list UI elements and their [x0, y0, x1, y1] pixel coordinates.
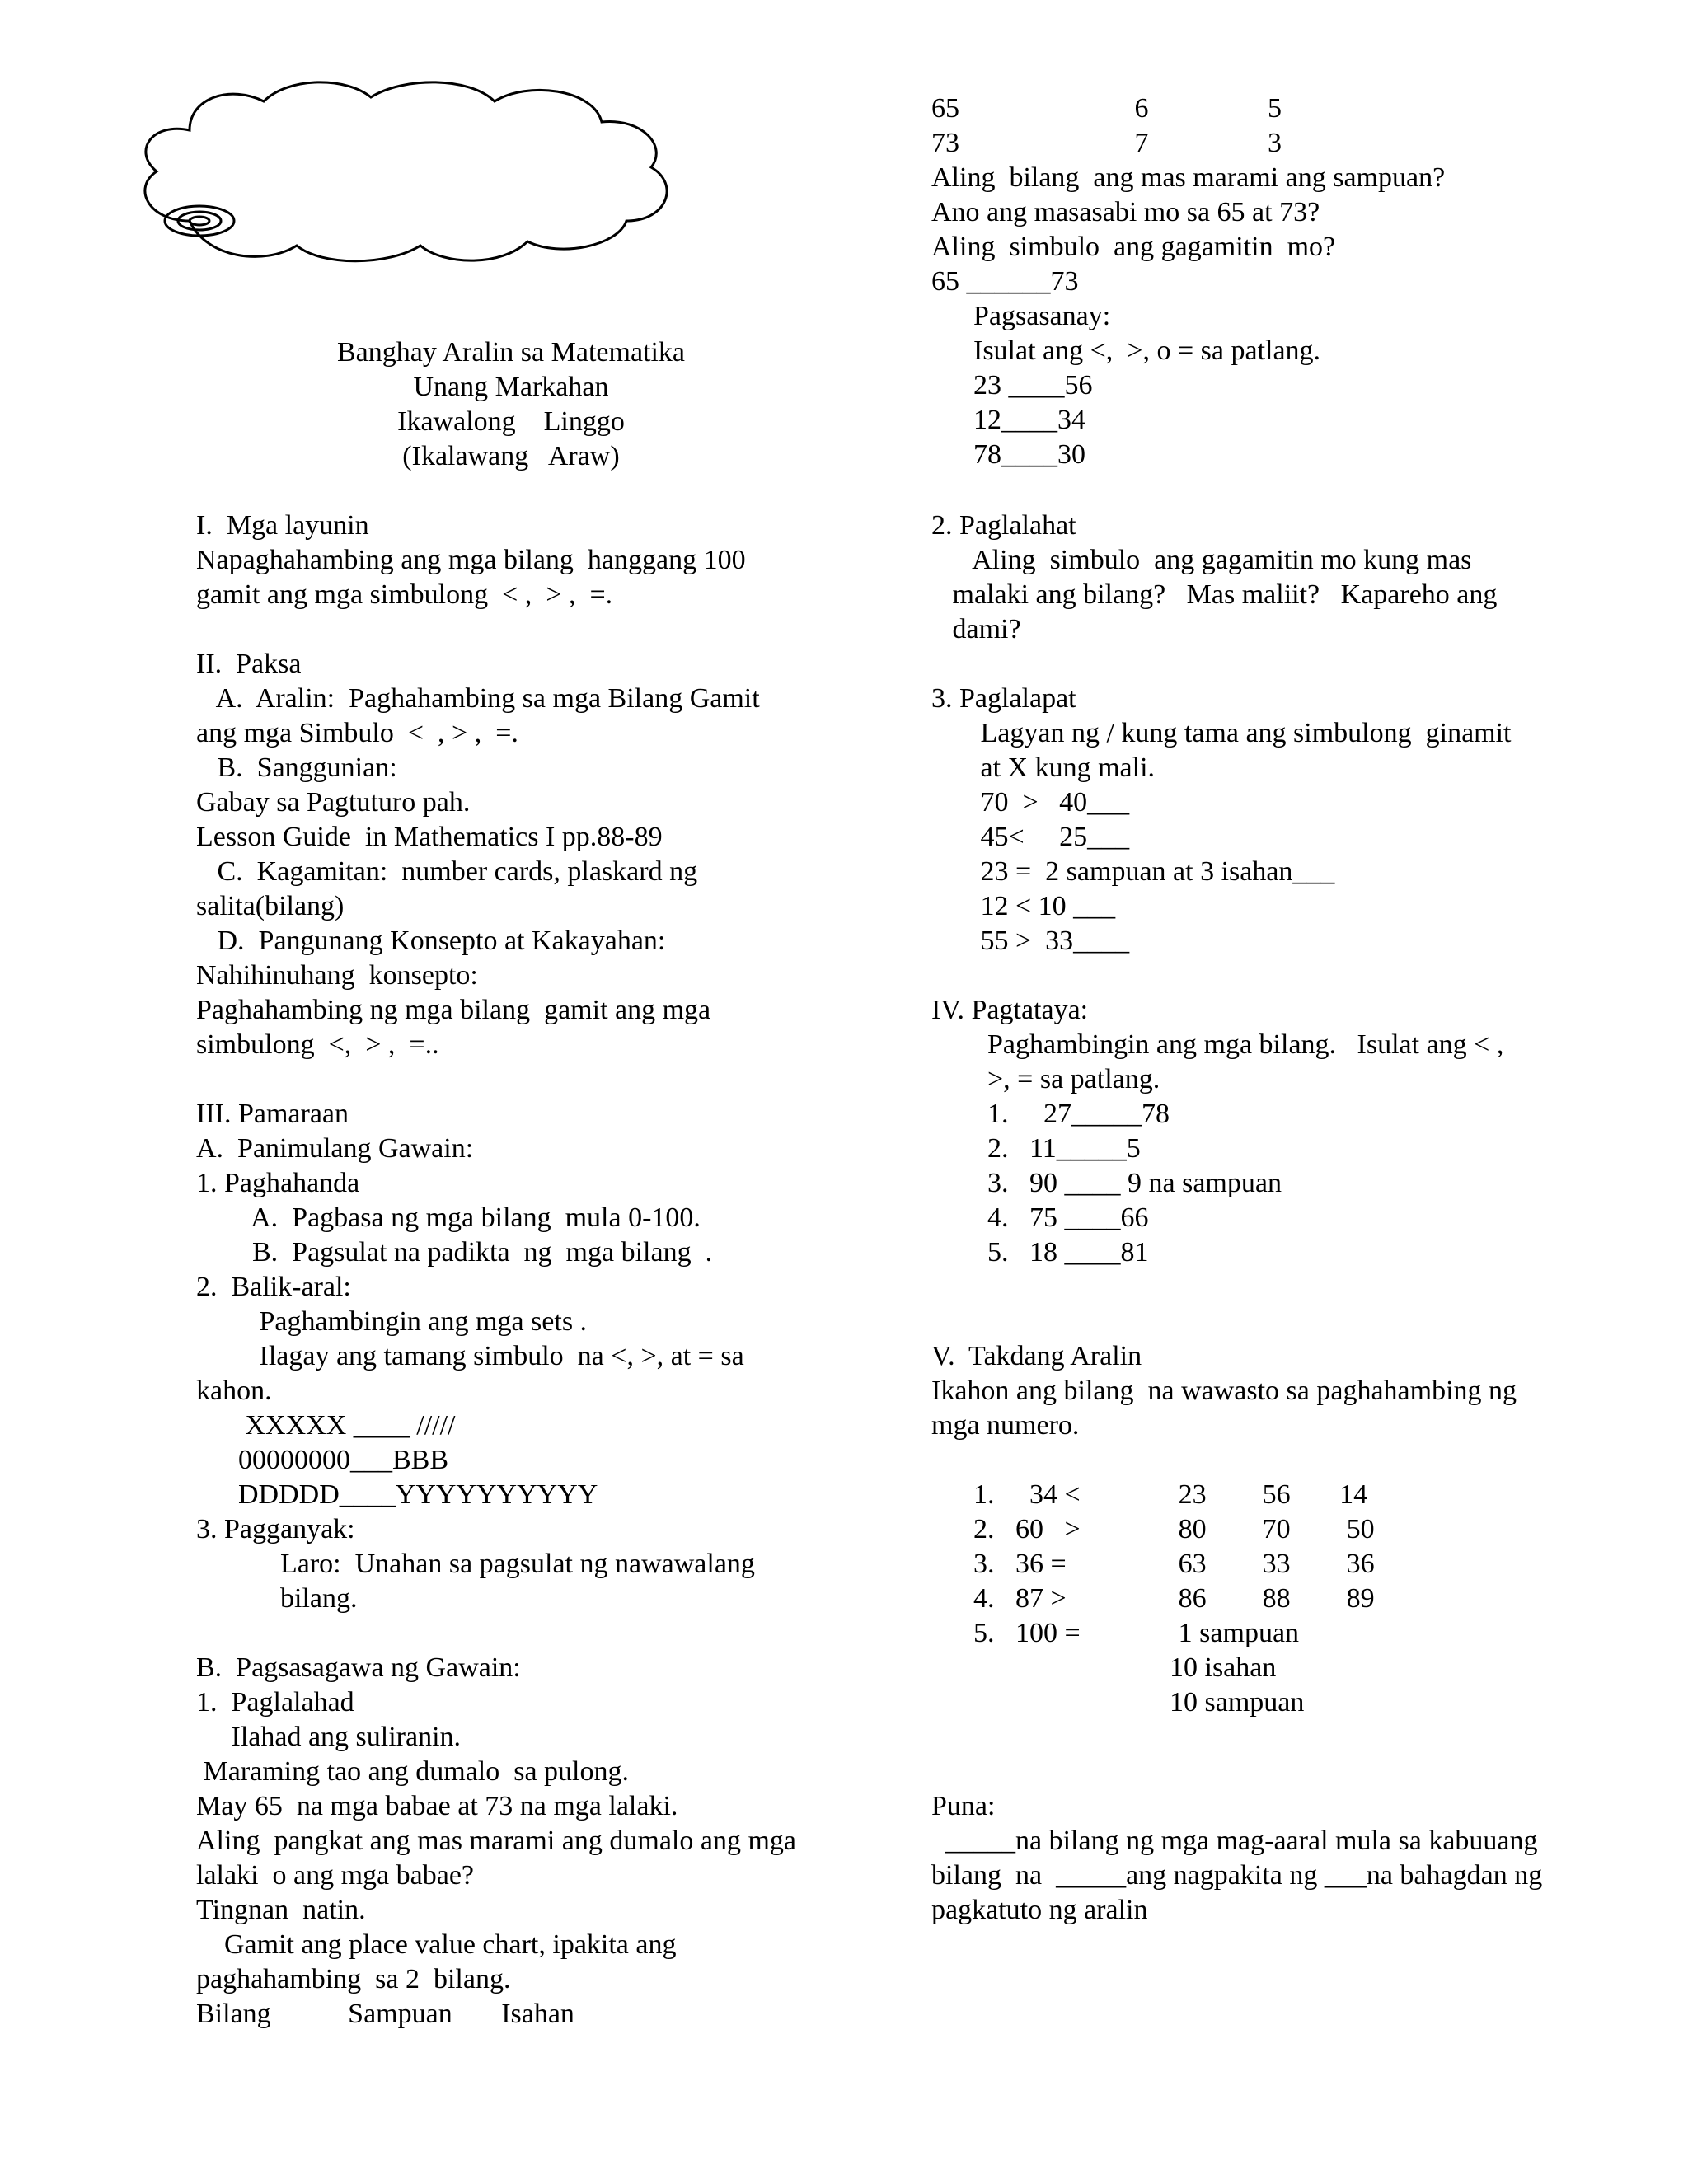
- text-line: A. Aralin: Paghahambing sa mga Bilang Gamit: [196, 683, 760, 714]
- text-line: Paghambingin ang mga sets .: [196, 1306, 588, 1337]
- text-line: _____na bilang ng mga mag-aaral mula sa kabuuang: [931, 1825, 1538, 1856]
- text-line: 23 = 2 sampuan at 3 isahan___: [931, 856, 1335, 887]
- header-quarter: Unang Markahan: [413, 372, 609, 402]
- text-line: Paghambingin ang mga bilang. Isulat ang < ,: [931, 1029, 1504, 1060]
- text-line: 5. 18 ____81: [931, 1237, 1149, 1268]
- text-line: Isulat ang <, >, o = sa patlang.: [931, 335, 1321, 366]
- text-line: Lagyan ng / kung tama ang simbulong ginamit: [931, 718, 1512, 748]
- text-line: 2. 60 > 80 70 50: [931, 1514, 1375, 1544]
- text-line: Lesson Guide in Mathematics I pp.88-89: [196, 822, 663, 852]
- text-line: B. Sanggunian:: [196, 752, 397, 783]
- text-line: 2. 11_____5: [931, 1133, 1141, 1164]
- text-line: Tingnan natin.: [196, 1895, 366, 1925]
- text-line: 12 < 10 ___: [931, 891, 1116, 921]
- text-line: 3. 36 = 63 33 36: [931, 1549, 1375, 1579]
- text-line: DDDDD____YYYYYYYYYY: [196, 1479, 598, 1510]
- text-line: 73 7 3: [931, 128, 1282, 158]
- text-line: B. Pagsulat na padikta ng mga bilang .: [196, 1237, 713, 1268]
- text-line: 70 > 40___: [931, 787, 1130, 818]
- cloud-scroll-inner: [190, 217, 209, 225]
- text-line: 3. Paglalapat: [931, 683, 1076, 714]
- text-line: II. Paksa: [196, 649, 302, 679]
- text-line: ang mga Simbulo < , > , =.: [196, 718, 518, 748]
- text-line: I. Mga layunin: [196, 510, 369, 541]
- text-line: Napaghahambing ang mga bilang hanggang 100: [196, 545, 746, 575]
- text-line: at X kung mali.: [931, 752, 1156, 783]
- text-line: 3. 90 ____ 9 na sampuan: [931, 1168, 1282, 1198]
- text-line: 1. 27_____78: [931, 1099, 1170, 1129]
- text-line: Gabay sa Pagtuturo pah.: [196, 787, 471, 818]
- text-line: 10 isahan: [931, 1652, 1277, 1683]
- text-line: Maraming tao ang dumalo sa pulong.: [196, 1756, 630, 1787]
- text-line: A. Pagbasa ng mga bilang mula 0-100.: [196, 1202, 701, 1233]
- text-line: Puna:: [931, 1791, 996, 1821]
- text-line: A. Panimulang Gawain:: [196, 1133, 474, 1164]
- text-line: Bilang Sampuan Isahan: [196, 1999, 574, 2029]
- text-line: Ano ang masasabi mo sa 65 at 73?: [931, 197, 1320, 227]
- text-line: Aling simbulo ang gagamitin mo kung mas: [931, 545, 1472, 575]
- text-line: kahon.: [196, 1376, 272, 1406]
- text-line: 00000000___BBB: [196, 1445, 449, 1475]
- text-line: 1. Paglalahad: [196, 1687, 354, 1718]
- text-line: 55 > 33____: [931, 926, 1130, 956]
- text-line: 65 ______73: [931, 266, 1079, 297]
- text-line: 4. 87 > 86 88 89: [931, 1583, 1375, 1614]
- text-line: B. Pagsasagawa ng Gawain:: [196, 1652, 521, 1683]
- text-line: D. Pangunang Konsepto at Kakayahan:: [196, 926, 666, 956]
- text-line: Ilahad ang suliranin.: [196, 1722, 462, 1752]
- text-line: dami?: [931, 614, 1021, 644]
- text-line: gamit ang mga simbulong < , > , =.: [196, 579, 613, 610]
- text-line: 3. Pagganyak:: [196, 1514, 355, 1544]
- text-line: pagkatuto ng aralin: [931, 1895, 1148, 1925]
- header-day: (Ikalawang Araw): [402, 441, 620, 471]
- text-line: >, = sa patlang.: [931, 1064, 1160, 1094]
- text-line: 45< 25___: [931, 822, 1130, 852]
- header-title: Banghay Aralin sa Matematika: [336, 337, 686, 368]
- text-line: Gamit ang place value chart, ipakita ang: [196, 1929, 677, 1960]
- text-line: simbulong <, > , =..: [196, 1029, 439, 1060]
- text-line: 2. Balik-aral:: [196, 1272, 351, 1302]
- text-line: mga numero.: [931, 1410, 1080, 1441]
- text-line: IV. Pagtataya:: [931, 995, 1089, 1025]
- text-line: C. Kagamitan: number cards, plaskard ng: [196, 856, 698, 887]
- text-line: 5. 100 = 1 sampuan: [931, 1618, 1300, 1648]
- text-line: Aling bilang ang mas marami ang sampuan?: [931, 162, 1446, 193]
- text-line: malaki ang bilang? Mas maliit? Kapareho ang: [931, 579, 1498, 610]
- text-line: Ilagay ang tamang simbulo na <, >, at = sa: [196, 1341, 744, 1371]
- text-line: 65 6 5: [931, 93, 1282, 124]
- text-line: bilang na _____ang nagpakita ng ___na bahagdan ng: [931, 1860, 1543, 1891]
- text-line: paghahambing sa 2 bilang.: [196, 1964, 511, 1994]
- text-line: Aling pangkat ang mas marami ang dumalo ang mga: [196, 1825, 796, 1856]
- text-line: salita(bilang): [196, 891, 345, 921]
- text-line: bilang.: [196, 1583, 358, 1614]
- header-week: Ikawalong Linggo: [397, 406, 625, 437]
- text-line: 1. Paghahanda: [196, 1168, 360, 1198]
- text-line: Paghahambing ng mga bilang gamit ang mga: [196, 995, 711, 1025]
- text-line: 1. 34 < 23 56 14: [931, 1479, 1368, 1510]
- text-line: Aling simbulo ang gagamitin mo?: [931, 232, 1336, 262]
- text-line: lalaki o ang mga babae?: [196, 1860, 475, 1891]
- cloud-scroll-outer: [165, 206, 234, 236]
- text-line: XXXXX ____ /////: [196, 1410, 456, 1441]
- text-line: Laro: Unahan sa pagsulat ng nawawalang: [196, 1549, 755, 1579]
- text-line: III. Pamaraan: [196, 1099, 349, 1129]
- text-line: Ikahon ang bilang na wawasto sa paghahambing ng: [931, 1376, 1517, 1406]
- text-line: 78____30: [931, 439, 1085, 470]
- text-line: 2. Paglalahat: [931, 510, 1076, 541]
- text-line: 12____34: [931, 405, 1085, 435]
- text-line: Nahihinuhang konsepto:: [196, 960, 478, 991]
- text-line: May 65 na mga babae at 73 na mga lalaki.: [196, 1791, 678, 1821]
- text-line: 4. 75 ____66: [931, 1202, 1149, 1233]
- text-line: Pagsasanay:: [931, 301, 1111, 331]
- text-line: 10 sampuan: [931, 1687, 1305, 1718]
- text-line: 23 ____56: [931, 370, 1093, 401]
- text-line: V. Takdang Aralin: [931, 1341, 1142, 1371]
- cloud-shape: [132, 73, 725, 270]
